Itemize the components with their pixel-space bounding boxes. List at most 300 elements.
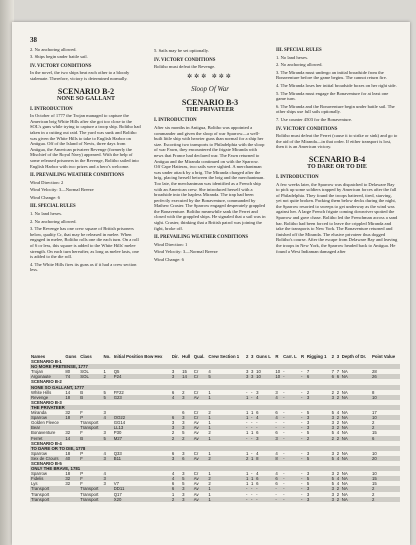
table-cell: Av xyxy=(193,395,208,400)
table-cell: - xyxy=(282,395,300,400)
ornament-stars: ✲✲✲ ✲✲✲ xyxy=(187,73,233,80)
table-cell: 5 xyxy=(306,456,331,461)
table-cell: 18 xyxy=(64,395,79,400)
table-cell: 4 xyxy=(256,450,259,456)
scenario-subtitle: TO DARE OR TO DIE xyxy=(307,163,367,170)
table-cell: 2 xyxy=(306,436,331,441)
column-header: Guns xyxy=(65,354,77,359)
table-cell: 4 xyxy=(336,481,340,487)
table-cell: Golden Fleece xyxy=(31,420,59,426)
section-heading: I. INTRODUCTION xyxy=(30,106,73,112)
table-cell: Transport xyxy=(30,486,64,491)
table-cell: Lys xyxy=(31,481,38,487)
table-cell: 1 xyxy=(246,471,249,477)
table-cell: - xyxy=(300,497,306,502)
table-cell: - xyxy=(283,450,285,456)
column-header: Crew Section 1 xyxy=(208,354,240,359)
scenario-title: SCENARIO B-3 xyxy=(181,98,239,108)
table-cell: 18 xyxy=(64,415,79,420)
rule-item: 3. The Revenge has one crew square of British prisoners below, quality Cr, that may be released in melee. When engaged in melee, Bolitho rolls one die each turn. On a roll of 6 or less, this square is added to the White Hills' melee strength. On each turn hereafter, as long as melee lasts, one is added to the die roll. xyxy=(30,226,139,260)
table-cell: 3 xyxy=(306,425,331,430)
table-cell: 1 xyxy=(251,455,254,461)
table-cell: 3 xyxy=(103,410,106,416)
table-cell: 2 xyxy=(208,410,211,416)
table-cell: 3 xyxy=(181,486,193,491)
table-cell: 3 xyxy=(306,415,331,420)
table-cell: Av xyxy=(193,476,208,481)
table-cell: 15 xyxy=(371,430,377,436)
table-cell: NA xyxy=(341,369,348,375)
table-cell: 3 xyxy=(181,395,193,400)
table-cell: - xyxy=(283,410,285,416)
table-cell: 6 xyxy=(182,410,185,416)
table-cell: - xyxy=(301,420,303,426)
table-cell: NA xyxy=(341,450,348,456)
table-cell: 3 xyxy=(306,395,331,400)
table-cell: 5 xyxy=(306,481,310,487)
table-cell: F xyxy=(80,481,83,487)
table-cell: 5 xyxy=(181,476,193,481)
table-cell: 3 xyxy=(306,497,331,502)
table-cell: 10 xyxy=(256,369,261,375)
column-header: Guns L xyxy=(256,354,271,359)
table-cell: - xyxy=(256,420,258,426)
table-cell: 1 xyxy=(103,369,106,375)
table-cell: 14 xyxy=(64,436,79,441)
table-cell: 5 xyxy=(102,395,112,400)
column-header: Rigging 1 xyxy=(306,354,327,359)
table-cell: P xyxy=(79,415,102,420)
rule-item: 4. The Miranda loses her initial broadside boxes on her right side. xyxy=(276,82,397,88)
rule-item: 1. No land hexes. xyxy=(276,54,309,60)
table-cell: - xyxy=(251,420,253,426)
table-cell: LL13 xyxy=(113,425,171,430)
table-cell: 20 xyxy=(371,456,400,461)
table-cell: 7 xyxy=(306,369,310,375)
table-cell: Bear xyxy=(30,425,64,430)
table-cell: 4 xyxy=(208,369,211,375)
table-cell: NA xyxy=(341,410,348,416)
table-cell: Transport xyxy=(79,486,102,491)
table-cell: - xyxy=(245,497,250,502)
table-cell: - xyxy=(245,486,250,491)
table-cell: 6 xyxy=(171,481,175,487)
table-group-header: SCENARIO B-3 xyxy=(31,399,62,405)
table-cell: 10 xyxy=(371,450,377,456)
book-title: Sloop Of War xyxy=(191,85,229,94)
table-cell: 5 xyxy=(102,436,112,441)
table-cell: 10 xyxy=(255,374,274,379)
table-cell: NA xyxy=(341,415,371,420)
table-cell: 14 xyxy=(65,389,71,395)
table-cell: - xyxy=(245,436,250,441)
table-cell: - xyxy=(301,389,303,395)
table-cell: 1 xyxy=(207,395,245,400)
table-cell: 4 xyxy=(336,410,340,416)
table-cell: 1 xyxy=(171,491,175,497)
table-cell: 3 xyxy=(171,374,181,379)
table-cell: - xyxy=(300,436,306,441)
table-cell: F xyxy=(79,456,102,461)
table-cell xyxy=(102,497,112,502)
table-cell: 1 xyxy=(207,425,245,430)
table-cell: - xyxy=(282,486,300,491)
table-cell: 5 xyxy=(182,430,185,436)
weather-line: Wind Direction: 1 xyxy=(154,241,188,247)
table-cell: 3 xyxy=(102,476,112,481)
table-cell: 3 xyxy=(251,369,254,375)
table-cell: 3 xyxy=(331,491,335,497)
table-cell: 1 xyxy=(208,389,211,395)
column-header: Initial Position Bow Hex xyxy=(113,354,163,359)
scenario-subtitle: NONE SO GALLANT xyxy=(56,95,115,102)
column-header: Carr. L xyxy=(283,354,297,359)
table-cell: 1 xyxy=(207,415,245,420)
table-cell: NA xyxy=(341,497,371,502)
table-cell: 1 xyxy=(208,491,211,497)
table-cell: Cr xyxy=(193,389,199,395)
table-cell: Sex de Crours xyxy=(30,456,64,461)
table-cell: 3 xyxy=(274,436,282,441)
table-cell: 4 xyxy=(255,395,274,400)
table-cell: - xyxy=(251,491,253,497)
table-cell: 4 xyxy=(274,395,282,400)
column-header: 2 xyxy=(331,354,335,359)
table-cell: 2 xyxy=(336,420,340,426)
table-cell: 74 xyxy=(64,374,79,379)
column-header: Depth of Dr. xyxy=(341,354,367,359)
table-cell: 3 xyxy=(181,415,193,420)
table-cell: 3 xyxy=(182,471,185,477)
paragraph: Bolitho must defeat the Revenge. xyxy=(154,64,216,70)
table-cell: - xyxy=(250,486,255,491)
table-cell: 3 xyxy=(181,425,193,430)
table-cell: 1 xyxy=(246,450,249,456)
table-cell: 5 xyxy=(331,430,335,436)
weather-line: Wind Velocity: 3—Normal Breeze xyxy=(154,249,218,255)
table-cell: 6 xyxy=(306,374,331,379)
table-cell: - xyxy=(282,436,300,441)
section-heading: II. PREVAILING WEATHER CONDITIONS xyxy=(30,173,125,179)
table-cell: NA xyxy=(341,425,371,430)
table-cell: 4 xyxy=(336,455,340,461)
table-cell: 2 xyxy=(181,436,193,441)
table-cell: 2 xyxy=(336,394,340,400)
table-cell: M27 xyxy=(113,436,171,441)
table-cell: 5 xyxy=(103,389,106,395)
table-cell: 6 xyxy=(275,481,278,487)
section-heading: I. INTRODUCTION xyxy=(154,118,197,124)
table-cell: 3 xyxy=(306,420,310,426)
paragraph: Bolitho must defeat the Ferret (cause it to strike or sink) and go to the aid of the Miranda—in that order. If either transport is lost, then it is an American victory. xyxy=(276,133,398,150)
section-heading: III. SPECIAL RULES xyxy=(276,48,322,53)
table-cell: 6 xyxy=(371,436,400,441)
table-cell: - xyxy=(246,420,248,426)
column-left xyxy=(30,38,142,275)
table-cell: 6 xyxy=(256,430,259,436)
section-heading: I. INTRODUCTION xyxy=(276,174,319,180)
table-cell: Transport xyxy=(80,420,99,426)
table-cell: Trojan xyxy=(31,369,44,375)
table-cell: 2 xyxy=(371,486,400,491)
table-cell: - xyxy=(282,497,300,502)
table-cell: 14 xyxy=(181,374,193,379)
table-cell: 5 xyxy=(182,481,185,487)
table-cell: 2 xyxy=(336,435,340,441)
section-heading: III. SPECIAL RULES xyxy=(30,204,76,210)
column-header: Qual. xyxy=(193,354,205,359)
table-cell: 32 xyxy=(65,410,71,416)
table-cell: - xyxy=(274,425,282,430)
table-cell: 2 xyxy=(208,430,211,436)
table-cell: 1 xyxy=(246,476,249,482)
table-cell: - xyxy=(245,425,250,430)
table-cell: - xyxy=(274,486,282,491)
table-cell: 1 xyxy=(246,415,249,421)
table-cell: 1 xyxy=(246,430,249,436)
table-cell: - xyxy=(301,481,303,487)
table-cell: Cr xyxy=(193,450,199,456)
table-cell: NA xyxy=(341,481,348,487)
table-cell: Transport xyxy=(79,497,102,502)
table-cell: 4 xyxy=(274,415,282,420)
table-cell: - xyxy=(274,497,282,502)
table-cell: 3 xyxy=(182,420,185,426)
table-cell: NA xyxy=(341,389,348,395)
table-cell: 1 xyxy=(251,430,254,436)
table-cell: Av xyxy=(193,436,208,441)
table-cell: 1 xyxy=(251,410,254,416)
table-cell: 7 xyxy=(331,369,335,375)
table-cell: DD11 xyxy=(113,486,171,491)
section-heading: II. PREVAILING WEATHER CONDITIONS xyxy=(154,235,249,241)
table-cell: OO22 xyxy=(113,415,171,420)
table-cell: 5 xyxy=(306,430,310,436)
table-cell: - xyxy=(283,420,285,426)
table-cell: 10 xyxy=(371,395,400,400)
table-cell: 2 xyxy=(336,415,340,421)
table-cell: 2 xyxy=(336,486,340,492)
table-cell: 6 xyxy=(171,450,175,456)
table-cell: GG14 xyxy=(113,420,126,426)
table-cell: 5 xyxy=(306,410,310,416)
table-cell: 17 xyxy=(371,410,377,416)
table-cell: 32 xyxy=(65,430,71,436)
table-cell: 3 xyxy=(181,497,193,502)
rule-item: 7. Use counter 4503 for the Bonaventure. xyxy=(276,116,353,122)
table-cell: Sparrow xyxy=(30,415,64,420)
table-cell: 2 xyxy=(182,389,185,395)
table-cell: 6 xyxy=(331,374,335,380)
table-cell: 8 xyxy=(274,456,282,461)
table-cell: 2 xyxy=(371,497,400,502)
column-header: R xyxy=(275,354,279,359)
table-cell: 2 xyxy=(336,471,340,477)
table-cell: - xyxy=(282,415,300,420)
table-cell: - xyxy=(300,486,306,491)
table-cell: 28 xyxy=(371,369,377,375)
table-cell: 2 xyxy=(336,491,340,497)
table-cell: 4 xyxy=(103,471,106,477)
table-cell: 18 xyxy=(65,471,71,477)
table-cell: 3 xyxy=(103,430,106,436)
table-cell: - xyxy=(301,430,303,436)
table-cell: - xyxy=(255,425,274,430)
table-cell: 2 xyxy=(102,374,112,379)
rule-item: 6. The Miranda and the Bonaventure begin under battle sail. The other ships use full sails optionally. xyxy=(276,103,395,115)
table-cell: 5 xyxy=(331,481,335,487)
table-cell: 3 xyxy=(103,481,106,487)
table-cell: 2 xyxy=(331,435,335,441)
text-line: 5. Sails may be set optionally. xyxy=(154,48,209,53)
table-cell: 3 xyxy=(246,369,249,375)
table-cell: B xyxy=(79,436,102,441)
table-cell: 3 xyxy=(275,389,278,395)
table-cell: 1 xyxy=(251,476,254,482)
table-cell: 6 xyxy=(181,456,193,461)
rule-item: 4. The White Hills fires its guns as if it had a crew section less. xyxy=(30,261,137,273)
table-cell: - xyxy=(255,497,274,502)
table-cell: Av xyxy=(193,456,208,461)
table-cell: 1 xyxy=(208,471,211,477)
table-cell: SOL xyxy=(80,369,89,375)
table-cell: - xyxy=(250,415,255,420)
table-cell: 4 xyxy=(336,476,340,482)
table-cell: 2 xyxy=(171,497,181,502)
table-cell: P xyxy=(80,471,84,477)
table-cell: 8 xyxy=(371,389,375,395)
scenario-title: SCENARIO B-2 xyxy=(57,86,115,96)
table-cell: 3 xyxy=(306,491,310,497)
table-cell: 2 xyxy=(336,389,340,395)
table-group-header: ONLY THE BRAVE, 1781 xyxy=(30,466,400,471)
paragraph: In October of 1777 the Trojan managed to capture the American brig White Hills after she got too close to the SOL's guns while trying to capture a troop ship. Bolitho had taken in a cutting out raid. The yard was sunk and Bolitho was given the White Hills to take to English Harbor on Antigua. Off of the Island of Nevis, three days from Antigua, the American privateer Revenge (formerly the Mischief of the Royal Navy) appeared. With the help of some released prisoners in the Revenge, Bolitho sailed into English Harbor with two prizes and a hero's welcome. xyxy=(30,113,141,169)
column-header: R xyxy=(301,354,305,359)
table-cell: 1 xyxy=(208,450,211,456)
table-cell: 15 xyxy=(182,369,187,375)
table-row xyxy=(30,497,400,502)
table-cell: - xyxy=(300,415,306,420)
table-cell: 3 xyxy=(306,471,310,477)
table-cell: NA xyxy=(341,420,348,426)
column-middle xyxy=(154,38,266,265)
table-cell: 2 xyxy=(336,425,340,431)
table-cell: Revenge xyxy=(30,395,64,400)
table-cell: - xyxy=(251,450,253,456)
table-cell: NA xyxy=(341,476,371,481)
table-cell: G23 xyxy=(113,395,171,400)
table-cell: 40 xyxy=(64,456,79,461)
table-cell: - xyxy=(246,491,248,497)
table-cell: - xyxy=(300,425,306,430)
table-cell: 3 xyxy=(331,415,335,421)
table-cell: - xyxy=(300,374,306,379)
table-cell: Av xyxy=(193,425,208,430)
table-cell: 6 xyxy=(256,481,259,487)
table-cell: 4 xyxy=(256,471,259,477)
table-cell: 2 xyxy=(371,420,375,426)
table-cell: - xyxy=(250,395,255,400)
table-cell: 3 xyxy=(246,374,249,380)
table-cell: 2 xyxy=(207,476,245,481)
table-cell: 6 xyxy=(275,410,278,416)
table-cell: 2 xyxy=(306,389,310,395)
table-group-header: SCENARIO B-1 xyxy=(31,359,62,365)
table-cell: Transport xyxy=(30,497,64,502)
table-cell: B xyxy=(79,395,102,400)
table-cell: 3 xyxy=(171,369,175,375)
table-cell: - xyxy=(300,395,306,400)
table-cell: - xyxy=(256,491,258,497)
table-cell: NA xyxy=(341,395,371,400)
table-cell: - xyxy=(282,425,300,430)
table-group-header: SCENARIO B-4 xyxy=(31,440,62,446)
table-cell: P24 xyxy=(113,374,171,379)
table-cell: - xyxy=(251,389,253,395)
table-cell: 3 xyxy=(171,425,181,430)
table-cell: 3 xyxy=(331,486,335,492)
table-cell: 18 xyxy=(65,450,71,456)
weather-line: Wind Direction: 2 xyxy=(30,179,64,185)
table-cell: 2 xyxy=(371,425,400,430)
table-cell: Cr xyxy=(193,471,199,477)
table-cell: 3 xyxy=(171,456,181,461)
table-group-header: TO DARE OR TO DIE, 1778 xyxy=(30,446,400,451)
table-cell: NA xyxy=(341,491,348,497)
table-cell: - xyxy=(301,491,303,497)
column-header: Point Value xyxy=(371,354,396,359)
table-cell: NA xyxy=(341,486,371,491)
table-cell: Av xyxy=(193,491,199,497)
paragraph: A few weeks later, the Sparrow was dispatched to Delaware Bay to pick up some soldiers trapped by American forces after the fall of Philadelphia. They found the troops battered, tired, starving, yet not quite broken. Packing them below decks during the night, the Sparrow resorted to sweeps to get underway as the wind was against her. A large French frigate coming downriver spotted the Sparrow and gave chase. Bolitho led the Frenchman across a sand bar. Bolitho had been forced to leave the crippled Miranda and take the transports to New York. The Bonaventure returned and finished off the Miranda. The elusive privateer thus dogged Bolitho's course. After the escape from Delaware Bay and leaving the troops in New York, the Sparrow headed back to Antigua. He found a West Indiaman damaged after xyxy=(276,181,398,254)
table-cell: Transport xyxy=(80,491,99,497)
table-cell: 5 xyxy=(306,476,331,481)
table-cell: 3 xyxy=(306,486,331,491)
table-cell: 3 xyxy=(306,450,310,456)
table-cell: - xyxy=(283,471,285,477)
table-cell: 2 xyxy=(371,491,375,497)
column-header: Names xyxy=(31,354,46,359)
table-cell: 32 xyxy=(64,476,79,481)
table-cell: Bonaventure xyxy=(31,430,56,436)
table-cell: 10 xyxy=(371,415,400,420)
ship-stats-table xyxy=(30,354,400,502)
table-cell: - xyxy=(301,450,303,456)
table-cell: 7 xyxy=(336,369,340,375)
table-cell: 6 xyxy=(274,476,282,481)
table-cell: 1 xyxy=(207,486,245,491)
table-cell: 1 xyxy=(251,481,254,487)
table-cell: 6 xyxy=(255,476,274,481)
table-header-row xyxy=(30,354,400,359)
table-cell: - xyxy=(282,456,300,461)
book-page xyxy=(12,22,410,545)
weather-line: Wind Change: 6 xyxy=(154,257,184,263)
table-cell: 2 xyxy=(171,430,175,436)
rule-item: 5. The Miranda must engage the Bonaventure for at least one game turn. xyxy=(276,90,389,102)
table-cell: 6 xyxy=(171,486,181,491)
table-cell: 2 xyxy=(331,389,335,395)
table-cell: 1 xyxy=(207,497,245,502)
table-cell: Av xyxy=(193,481,199,487)
table-cell: 5 xyxy=(207,374,245,379)
table-cell: 6 xyxy=(171,389,175,395)
paragraph: After six months in Antigua, Bolitho was appointed a commander and given the sloop of war Sparrow—a well-built little ship with heavier guns than normal for a ship her size. Escorting two transports to Philadelphia with the sloop of war Fawn, they encountered the frigate Miranda with news that France had declared war. The Fawn returned to Antigua and the Miranda continued on with the Sparrow. Off Cape Hatteras, two sails were sighted. A merchantman was under attack by a brig. The Miranda charged after the brig, placing herself between the brig and the merchantman. Too late, the merchantman was identified as a French ship with an American crew. She introduced herself with a broadside into the hapless Miranda. The trap had been perfectly executed by the Bonaventure, commanded by Mathew Craster. The Sparrow engaged desperately grappled the Bonaventure. Bolitho meanwhile sank the Ferret and closed with the grappled ships. He signaled that a sail was in sight. Craster, thinking that a British patrol was joining the fight, broke off. xyxy=(154,124,266,231)
table-cell: NA xyxy=(341,430,348,436)
table-cell: 1 xyxy=(208,420,211,426)
section-heading: IV. VICTORY CONDITIONS xyxy=(30,63,92,69)
column-right xyxy=(276,38,398,256)
